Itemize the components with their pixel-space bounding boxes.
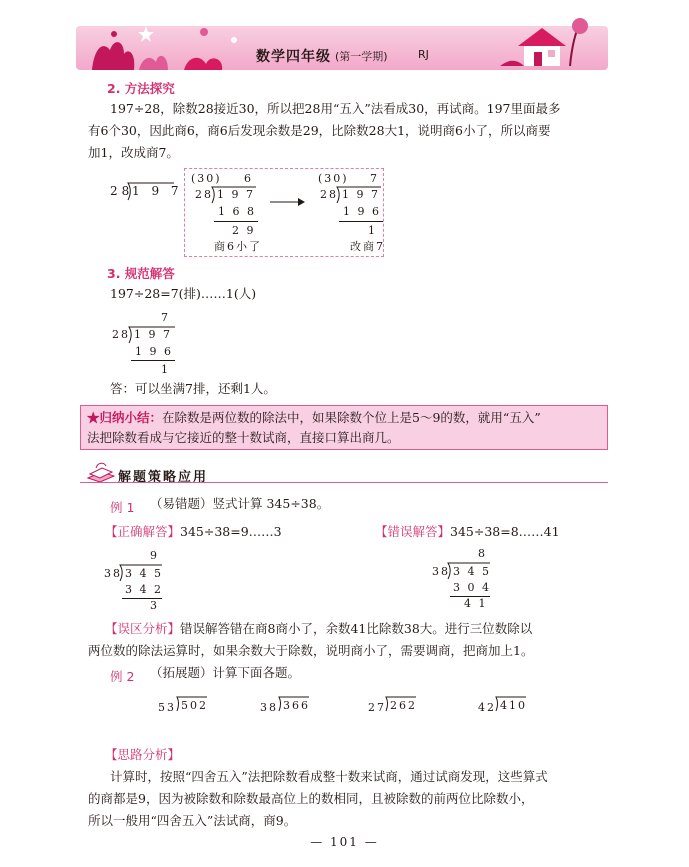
correct-tag: 【正确解答】 (105, 524, 181, 539)
summary-line-2: 法把除数看成与它接近的整十数试商，直接口算出商几。 (87, 430, 400, 445)
e2-p1-divisor: 53 (158, 701, 176, 714)
header-subtitle: (第一学期) (335, 50, 388, 63)
section2-title: 2. 方法探究 (107, 81, 175, 96)
strategy-title: 解题策略应用 (118, 470, 209, 485)
box-right-estimate: (30) (318, 172, 349, 185)
e1c-quotient: 9 (150, 549, 159, 562)
example1-correct (105, 521, 282, 543)
box-right-rule (339, 221, 383, 222)
idea-tag-text: 【思路分析】 (105, 747, 181, 762)
idea-line-3: 所以一般用“四舍五入”法试商，商9。 (88, 813, 297, 828)
example1-text: （易错题）竖式计算 345÷38。 (150, 496, 330, 511)
analysis-line-1 (105, 618, 532, 640)
s3-dividend: 1 9 7 (134, 328, 172, 341)
example2-label: 例 2 (110, 669, 135, 684)
strategy-rule (80, 482, 608, 483)
start-divisor: 28 (110, 184, 134, 198)
section3-equation: 197÷28=7(排)……1(人) (110, 286, 257, 301)
idea-line-1: 计算时，按照“四舍五入”法把除数看成整十数来试商，通过试商发现，这些算式 (110, 769, 548, 784)
idea-line-2: 的商都是9，因为被除数和除数最高位上的数相同，且被除数的前两位比除数小， (88, 791, 534, 806)
wrong-equation: 345÷38=8……41 (450, 524, 560, 539)
section2-line-3: 加1，改成商7。 (88, 145, 179, 160)
e1c-product: 3 4 2 (125, 583, 163, 596)
example1-wrong (375, 521, 560, 543)
s3-rule (131, 360, 175, 361)
e2-p3-dividend: 262 (390, 699, 417, 712)
book-icon (86, 460, 116, 484)
example2-text: （拓展题）计算下面各题。 (150, 665, 301, 680)
box-left-dividend: 1 9 7 (217, 188, 255, 201)
section3-answer: 答：可以坐满7排，还剩1人。 (110, 381, 276, 396)
e2-p4-dividend: 410 (500, 699, 527, 712)
example1-label: 例 1 (110, 500, 135, 515)
idea-tag (105, 744, 180, 766)
e2-p1-dividend: 502 (181, 699, 208, 712)
e2-p4-divisor: 42 (478, 701, 496, 714)
header-decoration-left (84, 20, 254, 72)
e1c-dividend: 3 4 5 (125, 567, 163, 580)
analysis-line-2: 两位数的除法运算时，如果余数大于除数，说明商小了，需要调商，把商加上1。 (88, 643, 534, 658)
correct-equation: 345÷38=9……3 (180, 524, 282, 539)
e1c-remainder: 3 (150, 599, 159, 612)
wrong-tag: 【错误解答】 (375, 524, 451, 539)
box-right-dividend: 1 9 7 (342, 188, 380, 201)
e1w-product: 3 0 4 (453, 581, 491, 594)
box-right-product: 1 9 6 (343, 205, 381, 218)
box-left-rule (214, 221, 258, 222)
box-left-note: 商6小了 (214, 240, 262, 253)
page-number: — 101 — (310, 835, 379, 849)
arrow-icon (268, 196, 308, 208)
box-left-estimate: (30) (191, 172, 222, 185)
section3-title: 3. 规范解答 (107, 266, 175, 281)
e1c-divisor: 38 (104, 567, 122, 580)
e1w-quotient: 8 (478, 547, 487, 560)
box-left-quotient: 6 (244, 172, 253, 185)
section2-line-2: 有6个30，因此商6，商6后发现余数是29，比除数28大1，说明商6小了，所以商要 (88, 123, 551, 138)
e2-p3-divisor: 27 (368, 701, 386, 714)
box-left-product: 1 6 8 (218, 205, 256, 218)
analysis-tag: 【误区分析】 (105, 621, 181, 636)
header-title: 数学四年级 (256, 49, 331, 65)
s3-product: 1 9 6 (135, 345, 173, 358)
summary-line-1: 在除数是两位数的除法中，如果除数个位上是5～9的数，就用“五入” (162, 410, 541, 425)
header-edition: RJ (418, 48, 429, 61)
box-left-divisor: 28 (195, 188, 213, 201)
s3-quotient: 7 (161, 311, 170, 324)
summary-lead: ★归纳小结： (87, 410, 163, 425)
box-right-divisor: 28 (320, 188, 338, 201)
e1w-remainder: 4 1 (464, 597, 488, 610)
header-house-decoration (500, 14, 600, 72)
e2-p2-dividend: 366 (283, 699, 310, 712)
box-right-remainder: 1 (368, 224, 377, 237)
e2-p2-divisor: 38 (260, 701, 278, 714)
box-left-remainder: 2 9 (232, 224, 256, 237)
s3-divisor: 28 (112, 328, 130, 341)
e1w-divisor: 38 (432, 565, 450, 578)
analysis-text-1: 错误解答错在商8商小了，余数41比除数38大。进行三位数除以 (180, 621, 533, 636)
e1w-dividend: 3 4 5 (453, 565, 491, 578)
summary-box (80, 405, 608, 450)
box-right-quotient: 7 (370, 172, 379, 185)
s3-remainder: 1 (161, 363, 170, 376)
start-dividend: 1 9 7 (132, 184, 183, 198)
section2-line-1: 197÷28，除数28接近30，所以把28用“五入”法看成30，再试商。197里面最多 (110, 101, 561, 116)
box-right-note: 改商7 (350, 240, 385, 253)
